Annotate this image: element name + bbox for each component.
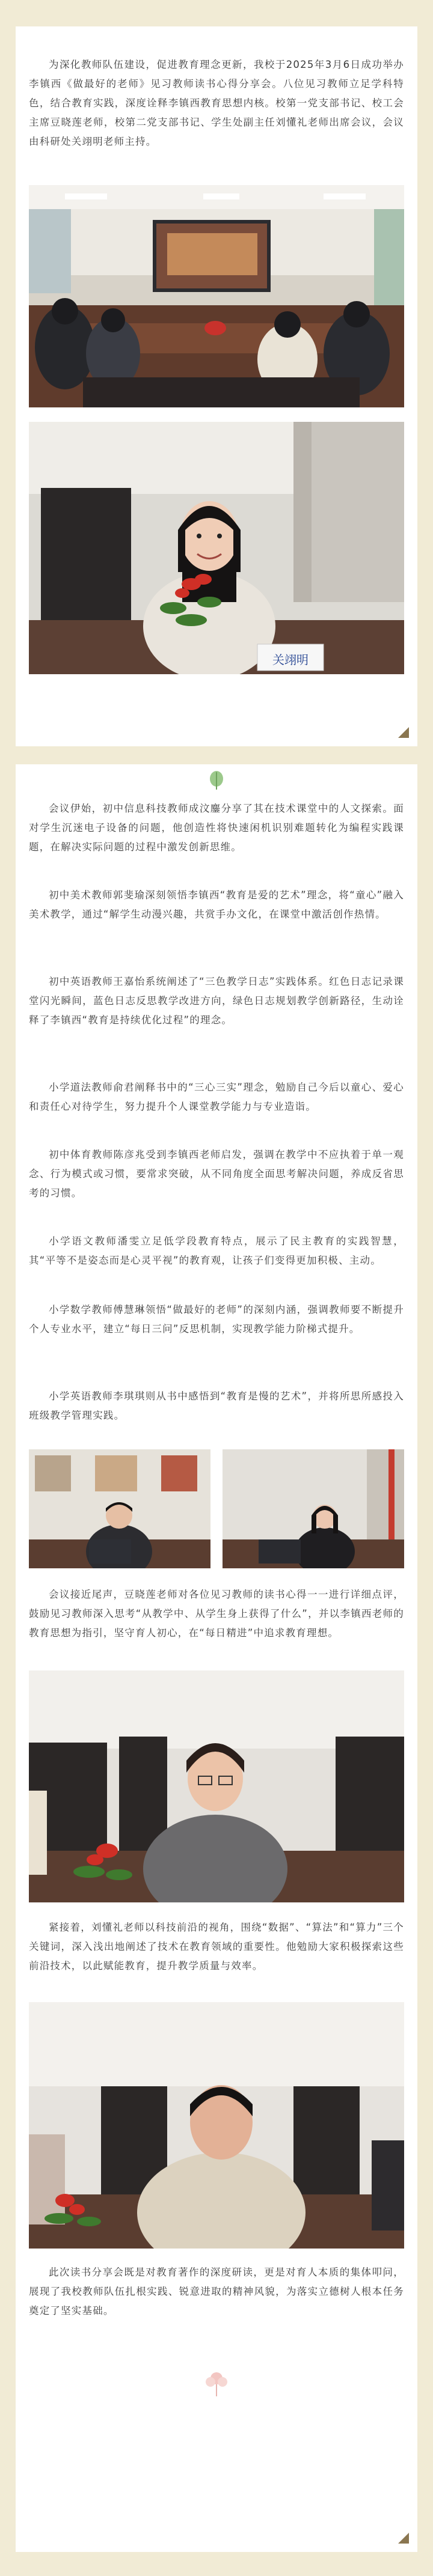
summary-paragraph-2: 紧接着，刘懂礼老师以科技前沿的视角，围绕“数据”、“算法”和“算力”三个关键词，深入浅出地阐述了技术在教育领域的重要性。他勉励大家积极探索这些前沿技术，以此赋能教育，提升教学质量与效率。 [29,1922,404,1972]
summary-paragraph-1: 会议接近尾声，豆晓莲老师对各位见习教师的读书心得一一进行详细点评，鼓励见习教师深入思考“从教学中、从学生身上获得了什么”，并以李镇西老师的教育思想为指引，坚守育人初心，在“每日精进”中追求教育理想。 [29,1589,404,1639]
teacher-photo-left [29,1449,210,1568]
content-card [16,764,417,2552]
paragraph-2: 初中美术教师郭斐瑜深刻领悟李镇西“教育是爱的艺术”理念，将“童心”融入美术教学，通过“解学生动漫兴趣，共赏手办文化，在课堂中激活创作热情。 [29,889,404,920]
paragraph-1: 会议伊始，初中信息科技教师成汶鏖分享了其在技术课堂中的人文探索。面对学生沉迷电子设备的问题，他创造性将快速闲机识别难题转化为编程实践课题，在解决实际问题的过程中激发创新思维。 [29,803,404,853]
intro-paragraph: 为深化教师队伍建设，促进教育理念更新，我校于2025年3月6日成功举办李镇西《做最好的老师》见习教师读书心得分享会。八位见习教师立足学科特色，结合教育实践，深度诠释李镇西教育思想内核。校第一党支部书记、校工会主席豆晓莲老师，校第二党支部书记、学生处副主任刘懂礼老师出席会议，会议由科研处关翊明老师主持。 [29,59,404,147]
closing-paragraph: 此次读书分享会既是对教育著作的深度研读，更是对育人本质的集体叩问，展现了我校教师队伍扎根实践、锐意进取的精神风貌，为落实立德树人根本任务奠定了坚实基础。 [29,2267,404,2316]
paragraph-7: 小学数学教师傅慧琳领悟“做最好的老师”的深刻内涵，强调教师要不断提升个人专业水平，建立“每日三问”反思机制，实现教学能力阶梯式提升。 [29,1304,404,1335]
conference-room-photo [29,185,404,407]
liudongli-photo [29,2002,404,2249]
paragraph-3: 初中英语教师王嘉怡系统阐述了“三色教学日志”实践体系。红色日志记录课堂闪光瞬间，蓝色日志反思教学改进方向，绿色日志规划教学创新路径，生动诠释了李镇西“教育是持续优化过程”的理念。 [29,976,404,1026]
corner-decoration [398,727,409,738]
host-photo [29,422,404,674]
doudongxiao-photo [29,1670,404,1902]
intro-card [16,26,417,746]
paragraph-8: 小学英语教师李琪琪则从书中感悟到“教育是慢的艺术”，并将所思所感投入班级教学管理实践。 [29,1390,404,1421]
host-nameplate: 关翊明 [272,653,309,667]
flower-ornament-icon [198,2363,235,2399]
leaf-icon [208,770,225,791]
corner-decoration [398,2533,409,2544]
paragraph-4: 小学道法教师俞君阐释书中的“三心三实”理念，勉励自己今后以童心、爱心和责任心对待学生，努力提升个人课堂教学能力与专业造诣。 [29,1082,404,1112]
teacher-photo-right [223,1449,404,1568]
paragraph-5: 初中体育教师陈彦兆受到李镇西老师启发，强调在教学中不应执着于单一观念、行为模式或习惯，要常求突破，从不同角度全面思考解决问题，养成反省思考的习惯。 [29,1149,404,1199]
paragraph-6: 小学语文教师潘雯立足低学段教育特点，展示了民主教育的实践智慧，其“平等不是姿态而是心灵平视”的教育观，让孩子们变得更加积极、主动。 [29,1235,404,1266]
